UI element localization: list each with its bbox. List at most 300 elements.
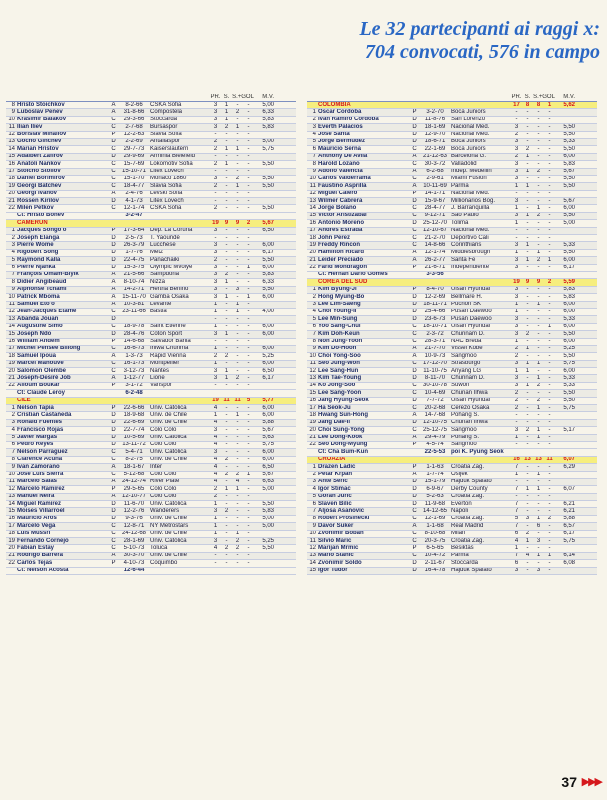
cell-role: A <box>111 109 116 115</box>
cell-goals: 2 <box>547 279 552 285</box>
cell-club: Milan <box>451 530 466 537</box>
cell-club: Nantes <box>150 368 170 374</box>
cell-role: A <box>111 286 116 293</box>
cell-role: D <box>111 242 116 248</box>
cell-sub-goals: - <box>537 419 540 426</box>
cell-sub-goals: 1 <box>536 552 541 559</box>
cell-goals: - <box>247 198 250 204</box>
cell-birthdate: 18-6-71 <box>424 138 446 145</box>
cell-birthdate: 16-6-73 <box>123 345 145 352</box>
cell-name: Marcel Mahouvé <box>17 360 64 367</box>
cell-sub-goals: - <box>236 257 239 263</box>
cell-subs: - <box>225 316 228 322</box>
cell-name: Goran Juric <box>318 493 352 500</box>
cell-subs: 1 <box>224 116 229 123</box>
cell-number: 15 <box>309 212 316 219</box>
cell-club: Anyang LG <box>451 368 482 374</box>
cell-number: 9 <box>312 168 316 175</box>
cell-avg-rating: 5,50 <box>262 501 274 507</box>
cell-appearances: - <box>515 116 518 123</box>
cell-number: 1 <box>312 286 316 293</box>
cell-goals: - <box>548 441 551 448</box>
cell-goals: - <box>548 471 551 478</box>
cell-role: C <box>111 308 116 315</box>
player-row <box>6 479 296 486</box>
cell-appearances: 3 <box>213 331 218 337</box>
cell-number: 17 <box>309 405 316 411</box>
cell-club: Colo Colo <box>150 441 177 448</box>
cell-sub-goals: - <box>236 116 239 123</box>
cell-sub-goals: 1 <box>536 405 541 411</box>
cell-number: 12 <box>309 545 316 551</box>
cell-name: Igor Stimac <box>318 486 351 492</box>
player-row <box>307 309 597 316</box>
player-row <box>6 316 296 323</box>
player-row <box>307 183 597 190</box>
cell-role: A <box>111 271 116 278</box>
cell-number: 3 <box>11 419 15 426</box>
cell-goals: 2 <box>547 515 552 522</box>
cell-subs: - <box>225 523 228 529</box>
cell-club: Deportivo Cali <box>451 235 489 241</box>
cell-name: Adalbert Zafirov <box>17 153 64 160</box>
cell-club: T. Yaoundé <box>150 235 180 241</box>
cell-role: P <box>412 109 417 115</box>
cell-name: Daniel Borimirov <box>17 175 66 182</box>
cell-number: 12 <box>8 131 15 138</box>
cell-appearances: 3 <box>514 168 519 175</box>
cell-avg-rating: 5,67 <box>563 168 575 175</box>
cell-number: 22 <box>8 560 15 566</box>
cell-goals: - <box>548 434 551 441</box>
cell-sub-goals: - <box>537 161 540 167</box>
cell-sub-goals: 1 <box>536 249 541 256</box>
cell-number: 7 <box>312 153 316 160</box>
cell-subs: - <box>225 405 228 411</box>
cell-goals: - <box>247 434 250 441</box>
cell-number: 20 <box>8 190 15 197</box>
cell-name: Mauricio Aros <box>17 515 57 522</box>
player-row <box>6 464 296 471</box>
cell-club: Hertha Berlino <box>150 286 189 293</box>
cell-number: 22 <box>8 382 15 389</box>
player-row <box>307 146 597 153</box>
cell-number: 8 <box>11 456 15 463</box>
cell-birthdate: 5-4-71 <box>125 449 143 455</box>
cell-birthdate: 25-4-66 <box>424 308 446 315</box>
cell-number: 9 <box>312 345 316 352</box>
cell-sub-goals: - <box>236 264 239 271</box>
cell-appearances: 3 <box>213 294 218 300</box>
cell-birthdate: 22-4-75 <box>123 257 145 263</box>
player-row <box>6 457 296 464</box>
cell-role: D <box>412 486 417 492</box>
cell-birthdate: 12-2-69 <box>424 294 446 300</box>
cell-appearances: - <box>214 168 217 175</box>
cell-appearances: 3 <box>514 124 519 130</box>
cell-role: A <box>111 353 116 359</box>
cell-name: Lee Dong-Kook <box>318 434 363 441</box>
cell-subs: - <box>225 198 228 204</box>
cell-name: Joseph Elanga <box>17 235 60 241</box>
cell-birthdate: 7-7-72 <box>426 397 444 404</box>
player-row <box>307 479 597 486</box>
cell-subs: - <box>526 545 529 551</box>
cell-appearances: 2 <box>213 257 218 263</box>
cell-name: William Andem <box>17 338 60 344</box>
cell-birthdate: 25-12-75 <box>422 427 448 433</box>
cell-avg-rating: 5,67 <box>262 220 274 226</box>
cell-appearances: 1 <box>514 471 519 478</box>
cell-birthdate: 12-10-77 <box>121 493 147 500</box>
cell-role: D <box>412 478 417 485</box>
cell-role: A <box>412 183 417 189</box>
cell-name: Victor Aristizabal <box>318 212 367 219</box>
cell-number: 3 <box>11 242 15 248</box>
cell-sub-goals: 13 <box>535 456 542 463</box>
cell-number: 6 <box>11 441 15 448</box>
cell-role: D <box>412 368 417 374</box>
cell-club: Croatia Zag. <box>451 493 485 500</box>
cell-name: CROAZIA <box>318 456 346 463</box>
cell-goals: - <box>247 515 250 522</box>
cell-appearances: 3 <box>213 242 218 248</box>
cell-goals: - <box>247 493 250 500</box>
cell-number: 19 <box>8 538 15 544</box>
cell-number: 14 <box>8 501 15 507</box>
cell-goals: - <box>247 190 250 197</box>
player-row <box>6 353 296 360</box>
cell-avg-rating: 5,33 <box>563 138 575 145</box>
cell-number: 15 <box>8 153 15 160</box>
cell-birthdate: 15-7-69 <box>123 161 145 167</box>
cell-appearances: 3 <box>213 249 218 256</box>
cell-sub-goals: - <box>236 323 239 330</box>
player-row <box>6 294 296 301</box>
coach-row <box>6 568 296 575</box>
cell-subs: - <box>526 138 529 145</box>
cell-role: P <box>412 286 417 293</box>
cell-appearances: 17 <box>513 102 520 108</box>
cell-appearances: 1 <box>514 301 519 308</box>
cell-role: A <box>412 523 417 529</box>
player-row <box>6 191 296 198</box>
cell-birthdate: 14-12-65 <box>422 508 448 514</box>
cell-number: 17 <box>8 523 15 529</box>
cell-role: A <box>111 478 116 485</box>
cell-number: 21 <box>309 257 316 263</box>
cell-birthdate: 10-5-69 <box>123 434 145 441</box>
cell-sub-goals: 2 <box>536 168 541 175</box>
cell-number: 7 <box>312 331 316 337</box>
cell-subs: 1 <box>525 360 530 367</box>
cell-goals: 1 <box>547 552 552 559</box>
cell-role: D <box>412 419 417 426</box>
right-column-table <box>307 94 597 575</box>
cell-goals: - <box>548 368 551 374</box>
cell-subs: 13 <box>524 456 531 463</box>
cell-appearances: 2 <box>213 146 218 152</box>
cell-sub-goals: - <box>537 323 540 330</box>
cell-goals: - <box>247 153 250 160</box>
cell-club: Chunnam D. <box>451 331 485 337</box>
cell-avg-rating: 5,00 <box>563 220 575 226</box>
cell-club: Boca Juniors <box>451 146 486 152</box>
cell-goals: - <box>548 419 551 426</box>
player-row <box>6 146 296 153</box>
cell-birthdate: 12-8-71 <box>123 523 145 529</box>
cell-appearances: 2 <box>213 205 218 211</box>
cell-birthdate: 24-12-68 <box>121 530 147 537</box>
cell-goals: - <box>548 109 551 115</box>
cell-name: Luboslav Penev <box>17 109 63 115</box>
team-row <box>6 398 296 405</box>
cell-sub-goals: - <box>537 175 540 182</box>
player-row <box>307 412 597 419</box>
cell-club: Sampdoria <box>150 271 180 278</box>
cell-subs: 1 <box>224 294 229 300</box>
cell-avg-rating: 5,50 <box>563 124 575 130</box>
cell-appearances: 3 <box>213 508 218 514</box>
player-row <box>307 339 597 346</box>
cell-birthdate: 15-3-75 <box>123 264 145 271</box>
cell-number: 4 <box>312 308 316 315</box>
cell-sub-goals: - <box>537 501 540 507</box>
cell-club: Hajduk Spalato <box>451 567 492 574</box>
cell-club: Cerezo Osaka <box>451 405 490 411</box>
cell-avg-rating: 6,17 <box>262 249 274 256</box>
cell-club: Salvador Bahia <box>150 338 191 344</box>
cell-subs: 2 <box>224 456 229 463</box>
cell-club: Ulsan Hyundai <box>451 286 491 293</box>
cell-goals: - <box>548 161 551 167</box>
cell-name: Ante Seric <box>318 478 348 485</box>
header-line-1: Le 32 partecipanti ai raggi x: <box>359 18 600 40</box>
cell-club: Univ. de Chile <box>150 412 187 418</box>
cell-role: A <box>111 279 116 285</box>
left-rows <box>6 102 296 575</box>
cell-appearances: 2 <box>213 161 218 167</box>
cell-avg-rating: 6,00 <box>563 257 575 263</box>
cell-appearances: 6 <box>514 530 519 537</box>
cell-club: Panachaiki <box>150 257 180 263</box>
cell-number: 21 <box>8 375 15 381</box>
cell-appearances: 16 <box>513 456 520 463</box>
cell-number: 20 <box>309 249 316 256</box>
cell-sub-goals: - <box>537 368 540 374</box>
player-row <box>6 545 296 552</box>
cell-appearances: 7 <box>514 501 519 507</box>
cell-club: Ulsan Hyundai <box>451 397 491 404</box>
cell-birthdate: 10-4-69 <box>424 390 446 396</box>
cell-role: A <box>111 190 116 197</box>
cell-sub-goals: - <box>537 331 540 337</box>
cell-appearances: 4 <box>213 545 218 551</box>
player-row <box>6 339 296 346</box>
coach-row <box>307 272 597 279</box>
cell-birthdate: 28-4-77 <box>424 205 446 211</box>
cell-sub-goals: - <box>236 560 239 566</box>
cell-birthdate: 12-9-70 <box>424 131 446 138</box>
cell-sub-goals: 3 <box>536 538 541 544</box>
cell-role: D <box>412 493 417 500</box>
player-row <box>307 191 597 198</box>
cell-subs: - <box>526 523 529 529</box>
cell-number: 1 <box>11 405 15 411</box>
player-row <box>6 102 296 109</box>
cell-goals: - <box>247 382 250 389</box>
player-row <box>6 449 296 456</box>
cell-appearances: 3 <box>514 264 519 271</box>
cell-subs: 1 <box>224 102 229 108</box>
cell-subs: - <box>526 124 529 130</box>
cell-club: Sangmoo <box>451 441 477 448</box>
cell-avg-rating: 6,00 <box>563 308 575 315</box>
cell-name: Luis Mussri <box>17 530 51 537</box>
player-row <box>307 220 597 227</box>
cell-name: Jean-Jacques Etamé <box>17 308 77 315</box>
player-row <box>307 442 597 449</box>
cell-avg-rating: 6,00 <box>563 368 575 374</box>
cell-goals: 1 <box>246 471 251 478</box>
cell-subs: 1 <box>224 146 229 152</box>
cell-role: A <box>111 301 116 308</box>
cell-sub-goals: - <box>236 419 239 426</box>
cell-number: 6 <box>312 501 316 507</box>
cell-goals: - <box>548 212 551 219</box>
cell-number: 19 <box>8 360 15 367</box>
cell-subs: - <box>526 190 529 197</box>
cell-sub-goals: - <box>236 353 239 359</box>
cell-name: Everth Palacios <box>318 124 363 130</box>
cell-birthdate: 1-3-73 <box>125 353 143 359</box>
cell-name: Kim Doh-Keun <box>318 331 360 337</box>
cell-number: 21 <box>8 198 15 204</box>
cell-name: Ko Jong-Soo <box>318 382 356 389</box>
cell-name: Ivan Ramiro Cordoba <box>318 116 379 123</box>
cell-goals: - <box>247 249 250 256</box>
cell-name: Anthony De Avila <box>318 153 368 160</box>
player-row <box>6 516 296 523</box>
cell-role: D <box>111 441 116 448</box>
cell-club: Chunan Ilhwa <box>451 390 488 396</box>
cell-subs: - <box>225 515 228 522</box>
cell-role: C <box>412 515 417 522</box>
cell-club: Pohang S. <box>451 412 480 418</box>
cell-number: 2 <box>11 235 15 241</box>
cell-sub-goals: - <box>537 353 540 359</box>
cell-role: C <box>111 523 116 529</box>
cell-number: 9 <box>11 464 15 470</box>
cell-appearances: 3 <box>514 323 519 330</box>
cell-subs: - <box>526 441 529 448</box>
cell-club: Lione <box>150 375 165 381</box>
cell-goals: - <box>247 538 250 544</box>
cell-birthdate: 4-5-74 <box>426 441 444 448</box>
cell-avg-rating: 5,33 <box>563 382 575 389</box>
cell-name: Faustino Asprilla <box>318 183 367 189</box>
cell-birthdate: 10-11-69 <box>423 183 447 189</box>
cell-club: Besiktas <box>451 545 474 551</box>
cell-club: Colo Colo <box>150 486 177 492</box>
cell-role: D <box>111 138 116 145</box>
cell-subs: - <box>225 449 228 455</box>
cell-avg-rating: 5,88 <box>262 419 274 426</box>
cell-appearances: 4 <box>213 478 218 485</box>
cell-appearances: 1 <box>514 205 519 211</box>
cell-club: Pusan Daewoo <box>451 316 492 322</box>
coach-row <box>6 390 296 397</box>
player-row <box>6 405 296 412</box>
player-row <box>307 398 597 405</box>
cell-role: D <box>412 567 417 574</box>
cell-birthdate: 14-6-68 <box>123 338 145 344</box>
cell-number: 10 <box>309 530 316 537</box>
cell-appearances: 3 <box>213 109 218 115</box>
cell-role: D <box>111 501 116 507</box>
cell-birthdate: 1-12-77 <box>123 375 145 381</box>
cell-subs: - <box>225 501 228 507</box>
cell-goals: - <box>247 338 250 344</box>
player-row <box>307 568 597 575</box>
cell-subs: - <box>225 153 228 160</box>
cell-name: Cristian Castañeda <box>17 412 72 418</box>
cell-appearances: 3 <box>213 116 218 123</box>
cell-appearances: 1 <box>213 360 218 367</box>
cell-role: D <box>412 138 417 145</box>
cell-name: Moises Villarroel <box>17 508 65 514</box>
team-row <box>307 457 597 464</box>
player-row <box>307 538 597 545</box>
cell-club: poi K. Pyung Seok <box>451 449 504 455</box>
cell-avg-rating: 5,88 <box>563 515 575 522</box>
cell-subs: - <box>526 478 529 485</box>
cell-avg-rating: 5,00 <box>262 138 274 145</box>
cell-name: Mauricio Serna <box>318 146 362 152</box>
cell-appearances: 1 <box>213 308 218 315</box>
cell-name: Samuel Ipoua <box>17 353 57 359</box>
cell-subs: - <box>526 501 529 507</box>
cell-appearances: - <box>515 190 518 197</box>
cell-sub-goals: - <box>236 279 239 285</box>
cell-appearances: 2 <box>514 353 519 359</box>
cell-avg-rating: 6,21 <box>563 508 575 514</box>
cell-appearances: 2 <box>514 397 519 404</box>
cell-name: Ha Seok-Ju <box>318 405 351 411</box>
cell-club: Boca Juniors <box>451 109 486 115</box>
cell-birthdate: 3-2-47 <box>125 212 143 219</box>
cell-role: D <box>412 198 417 204</box>
cell-birthdate: 3-2-70 <box>426 109 444 115</box>
cell-sub-goals: - <box>537 198 540 204</box>
cell-appearances: 4 <box>213 441 218 448</box>
cell-birthdate: 2-11-67 <box>424 560 446 566</box>
cell-role: A <box>412 153 417 160</box>
cell-club: Monaco 1860 <box>150 175 187 182</box>
cell-appearances: 4 <box>213 405 218 411</box>
cell-sub-goals: 1 <box>536 486 541 492</box>
cell-name: Ct: Claude Leroy <box>17 390 66 396</box>
cell-appearances: 3 <box>514 212 519 219</box>
cell-sub-goals: - <box>236 153 239 160</box>
cell-name: Seo Dong-Myung <box>318 441 368 448</box>
cell-goals: - <box>247 227 250 234</box>
cell-sub-goals: - <box>236 508 239 514</box>
cell-name: Georgi Batchev <box>17 183 62 189</box>
cell-sub-goals: - <box>236 464 239 470</box>
player-row <box>6 368 296 375</box>
cell-name: Ct: Nelson Acosta <box>17 567 69 574</box>
